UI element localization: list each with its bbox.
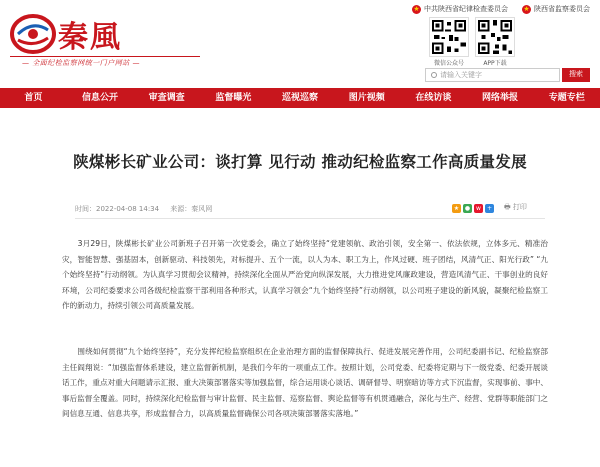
share-qzone-icon[interactable]: ★	[453, 204, 460, 212]
nav-item-topics[interactable]: 专题专栏	[548, 93, 585, 103]
nav-item-media[interactable]: 图片视频	[348, 93, 385, 103]
national-emblem-icon: ★	[523, 4, 530, 13]
nav-item-home[interactable]: 首页	[24, 93, 43, 103]
search-placeholder: 请输入关键字	[440, 71, 482, 79]
party-emblem-icon: ★	[413, 4, 420, 13]
top-links	[412, 4, 590, 14]
top-link-discipline-label: 中共陕西省纪律检查委员会	[424, 5, 508, 13]
nav-item-report[interactable]: 网络举报	[482, 93, 519, 103]
top-link-supervision[interactable]	[522, 4, 590, 14]
print-button[interactable]: 🖶 打印	[504, 203, 527, 211]
article-time: 时间：2022-04-08 14:34	[75, 205, 160, 213]
wechat-qr-label: 微信公众号	[433, 60, 464, 67]
nav-item-interviews[interactable]: 在线访谈	[415, 93, 452, 103]
logo-divider	[10, 56, 200, 57]
meta-divider	[75, 218, 545, 219]
article-source: 来源：秦风网	[170, 205, 213, 213]
share-tools	[452, 202, 527, 214]
nav-item-inspection[interactable]: 巡视巡察	[282, 93, 319, 103]
share-wechat-icon[interactable]: ●	[464, 204, 471, 212]
top-link-supervision-label: 陕西省监察委员会	[534, 5, 590, 13]
app-qr-code[interactable]	[475, 17, 515, 57]
share-qq-icon[interactable]: +	[486, 204, 493, 212]
wechat-qr-code[interactable]	[429, 17, 469, 57]
nav-item-exposure[interactable]: 监督曝光	[215, 93, 252, 103]
share-weibo-icon[interactable]: w	[474, 204, 483, 213]
main-nav	[0, 88, 600, 108]
search-input[interactable]	[425, 68, 560, 82]
top-link-discipline[interactable]	[412, 4, 508, 14]
article-meta	[75, 204, 212, 214]
print-label: 打印	[512, 203, 527, 211]
nav-item-info-disclosure[interactable]: 信息公开	[82, 93, 119, 103]
article-paragraph-1: 3月29日，陕煤彬长矿业公司新班子召开第一次党委会，确立了始终坚持“党建领航、政治引领，安全第一、依法依规，立体多元、精准治灾，智能智慧、强基固本，创新驱动、科技领先，对标提升、五个一流，以人为本、职工为上，作风过硬、班子团结，风清气正、阳光行政” “九个始终坚持”行动纲领。为认真学习贯彻会议精神，持续深化全面从严治党向纵深发展，大力推进党风廉政建设，营造风清气正、干事创业的良好环境，公司纪委要求公司各级纪检监察干部利用各种形式，认真学习领会“九个始终坚持”行动纲领，以公司班子建设的新风貌，凝聚纪检监察工作的新动力，持续引领公司高质量发展。	[62, 239, 548, 310]
article-title: 陕煤彬长矿业公司：谈打算 见行动 推动纪检监察工作高质量发展	[73, 153, 527, 171]
site-header	[0, 0, 600, 88]
site-logo-icon[interactable]	[10, 14, 56, 54]
site-brand-name[interactable]: 秦風	[58, 20, 122, 55]
nav-item-investigation[interactable]: 审查调查	[148, 93, 185, 103]
article-paragraph-2: 围绕如何贯彻“九个始终坚持”，充分发挥纪检监察组织在企业治理方面的监督保障执行、促进发展完善作用，公司纪委副书记、纪检监察部主任阎翔说：“加强监督体系建设，建立监督新机制，是我们今年的一项重点工作。按照计划，公司党委、纪委将定期与下一级党委、纪委开展谈话工作，重点对重大问题请示汇报、重大决策部署落实等加强监督，综合运用谈心谈话、调研督导、明察暗访等方式下沉监督，实现事前、事中、事后监督全覆盖。同时，持续深化纪检监督与审计监督、民主监督、巡察监督、舆论监督等有机贯通融合，深化与生产、经营、党群等职能部门之间信息互通、信息共享，形成监督合力，以高质量监督确保公司各项决策部署落实落地。”	[62, 347, 548, 418]
search-icon	[431, 72, 437, 78]
app-qr-label: APP下载	[483, 60, 507, 67]
search-button[interactable]: 搜索	[562, 68, 590, 82]
site-slogan: — 全面纪检监察网统一门户网站 —	[22, 59, 140, 67]
